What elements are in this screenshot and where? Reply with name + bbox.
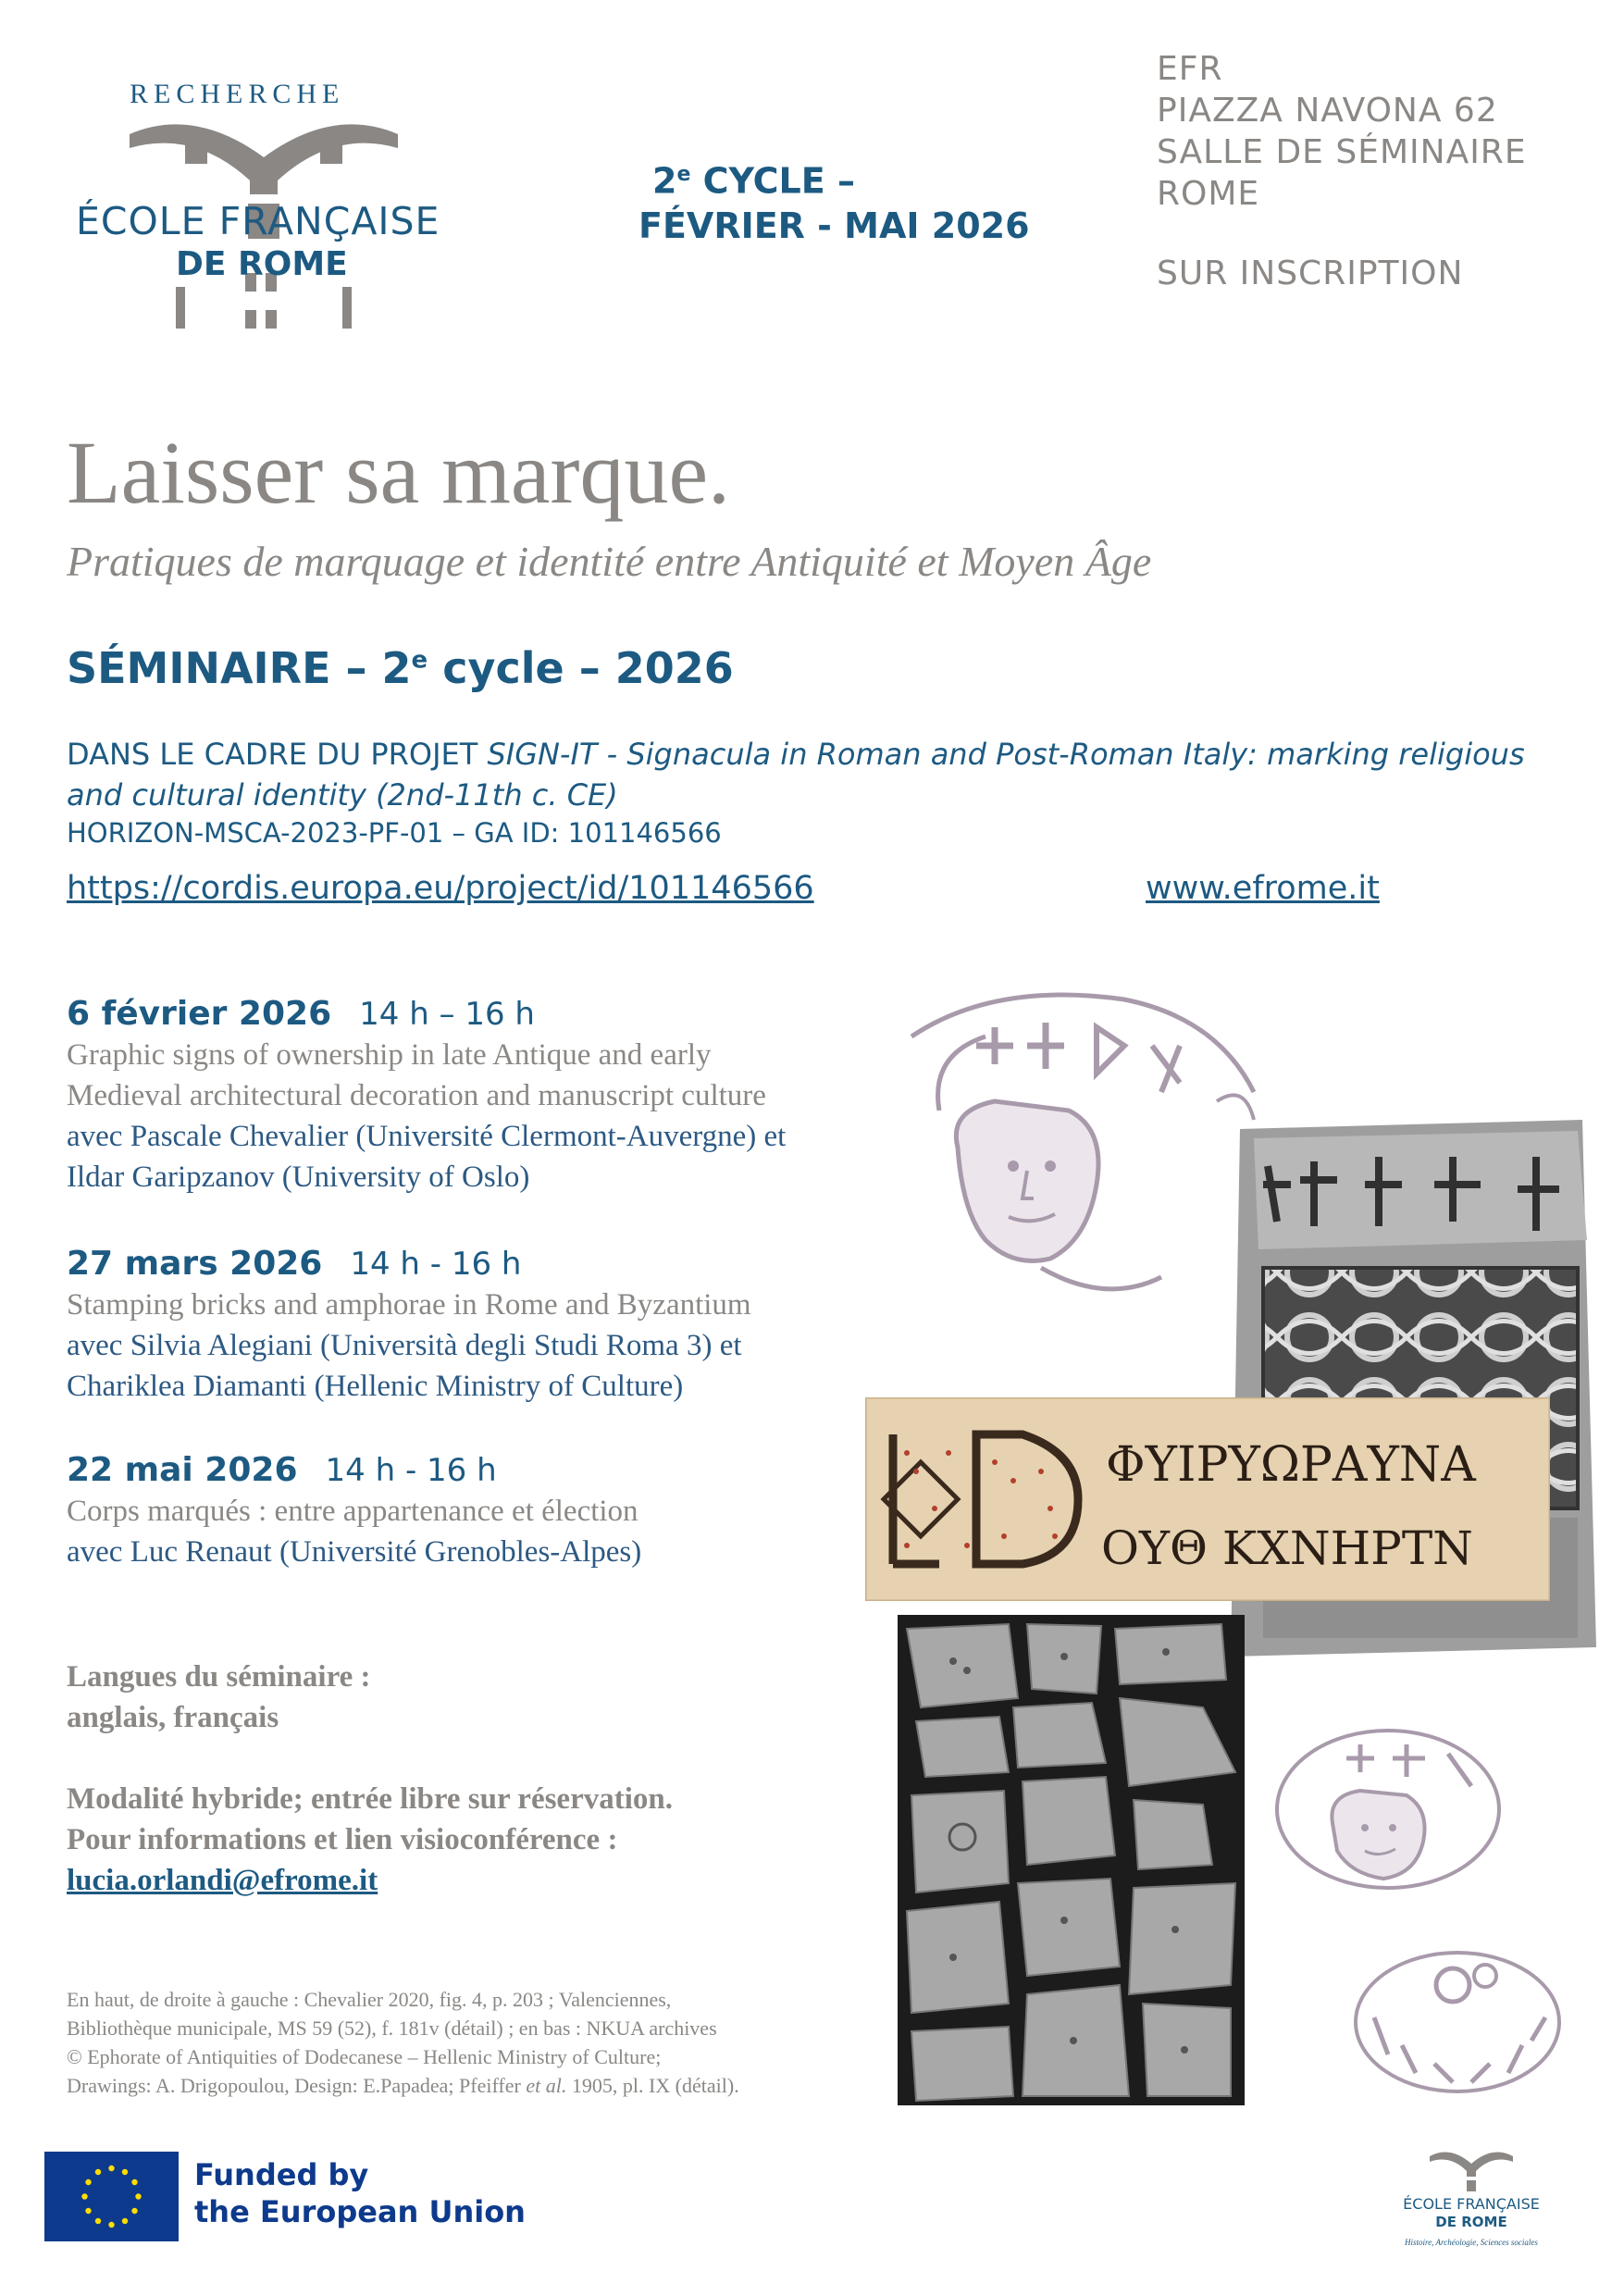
inscription-note: SUR INSCRIPTION <box>1157 254 1464 292</box>
stamp-drawing-small-image <box>1268 1721 1508 1897</box>
page-subtitle: Pratiques de marquage et identité entre Antiquité et Moyen Âge <box>67 538 1152 585</box>
circular-stamp-drawing-image <box>1346 1934 1568 2101</box>
cycle-label: CYCLE – <box>690 160 855 202</box>
session-date: 6 février 2026 <box>67 995 332 1033</box>
horizon-id: HORIZON-MSCA-2023-PF-01 – GA ID: 101146566 <box>67 817 722 849</box>
page-title: Laisser sa marque. <box>67 423 731 522</box>
efrome-link[interactable]: www.efrome.it <box>1146 870 1380 907</box>
project-title: SIGN-IT - Signacula in Roman and Post-Roman Italy: marking religious and cultural identity (2nd-11th c. CE) <box>67 737 1525 813</box>
credits-text: 1905, pl. IX (détail). <box>566 2074 739 2097</box>
address-line: EFR <box>1157 50 1223 88</box>
brick-fragments-image <box>898 1615 1245 2105</box>
efr-logo <box>65 79 463 329</box>
seminaire-prefix: SÉMINAIRE – 2 <box>67 643 412 693</box>
info-line: Pour informations et lien visioconférence : <box>67 1823 618 1856</box>
credits-line: Bibliothèque municipale, MS 59 (52), f. 181v (détail) ; en bas : NKUA archives <box>67 2017 717 2040</box>
session-speakers: Chariklea Diamanti (Hellenic Ministry of Culture) <box>67 1370 684 1403</box>
session-title: Stamping bricks and amphorae in Rome and Byzantium <box>67 1288 751 1322</box>
session-speakers: avec Silvia Alegiani (Università degli Studi Roma 3) et <box>67 1329 742 1362</box>
address-line: ROME <box>1157 175 1260 213</box>
modality-block <box>67 1779 673 1901</box>
credits-line: En haut, de droite à gauche : Chevalier 2020, fig. 4, p. 203 ; Valenciennes, <box>67 1988 672 2011</box>
session-item <box>67 1451 899 1572</box>
cycle-heading <box>638 153 1030 248</box>
session-title: Medieval architectural decoration and manuscript culture <box>67 1079 766 1112</box>
session-speakers: avec Pascale Chevalier (Université Clermont-Auvergne) et <box>67 1120 787 1153</box>
session-time: 14 h - 16 h <box>325 1452 497 1489</box>
languages-block <box>67 1657 371 1738</box>
credits-line: © Ephorate of Antiquities of Dodecanese – Hellenic Ministry of Culture; <box>67 2045 662 2068</box>
languages-label: Langues du séminaire : <box>67 1660 371 1694</box>
eu-flag-icon <box>44 2152 179 2241</box>
address-block <box>1157 48 1527 215</box>
session-title: Graphic signs of ownership in late Antique and early <box>67 1038 712 1072</box>
contact-email-link[interactable]: lucia.orlandi@efrome.it <box>67 1864 378 1897</box>
credits-line <box>67 2071 881 2100</box>
session-time: 14 h - 16 h <box>350 1246 522 1283</box>
modality-line: Modalité hybride; entrée libre sur réservation. <box>67 1782 673 1816</box>
cycle-sup: e <box>676 163 691 186</box>
project-description <box>67 734 1529 815</box>
eu-funding-line1: Funded by <box>194 2157 369 2192</box>
session-date: 22 mai 2026 <box>67 1451 298 1489</box>
cycle-dates: FÉVRIER - MAI 2026 <box>638 205 1030 246</box>
image-credits <box>67 1985 881 2100</box>
eu-funding-label <box>194 2156 526 2230</box>
languages-value: anglais, français <box>67 1701 279 1734</box>
logo-small-name2: DE ROME <box>1435 2214 1507 2230</box>
credits-italic: et al. <box>526 2074 567 2097</box>
session-time: 14 h – 16 h <box>359 996 535 1033</box>
efr-logo-small <box>1388 2147 1555 2286</box>
seminaire-sup: e <box>411 646 428 675</box>
project-prefix: DANS LE CADRE DU PROJET <box>67 737 488 772</box>
cordis-link[interactable]: https://cordis.europa.eu/project/id/101146566 <box>67 870 814 907</box>
logo-recherche: RECHERCHE <box>130 79 345 109</box>
logo-name-line2: DE ROME <box>176 245 348 283</box>
session-title: Corps marqués : entre appartenance et élection <box>67 1495 638 1528</box>
address-line: SALLE DE SÉMINAIRE <box>1157 133 1527 171</box>
credits-text: Drawings: A. Drigopoulou, Design: E.Papadea; Pfeiffer <box>67 2074 527 2097</box>
efr-arch-small-icon <box>1430 2147 1513 2193</box>
logo-small-name1: ÉCOLE FRANÇAISE <box>1403 2195 1540 2213</box>
session-item <box>67 995 899 1198</box>
address-line: PIAZZA NAVONA 62 <box>1157 92 1498 130</box>
cycle-number: 2 <box>652 160 677 202</box>
eu-funding-line2: the European Union <box>194 2194 526 2229</box>
logo-small-tagline: Histoire, Archéologie, Sciences sociales <box>1405 2238 1538 2247</box>
logo-name-line1: ÉCOLE FRANÇAISE <box>76 199 440 243</box>
seminaire-suffix: cycle – 2026 <box>428 643 734 693</box>
manuscript-image <box>865 1397 1550 1601</box>
seminaire-heading <box>67 643 734 693</box>
session-date: 27 mars 2026 <box>67 1245 323 1283</box>
session-item <box>67 1245 899 1407</box>
session-speakers: Ildar Garipzanov (University of Oslo) <box>67 1160 530 1194</box>
manuscript-line2: ΟΥΘ ΚΧΝΗΡΤΝ <box>1101 1521 1473 1575</box>
manuscript-line1: ΦΥΙΡΥΩΡΑΥΝΑ <box>1106 1437 1476 1493</box>
session-speakers: avec Luc Renaut (Université Grenobles-Alpes) <box>67 1535 642 1569</box>
